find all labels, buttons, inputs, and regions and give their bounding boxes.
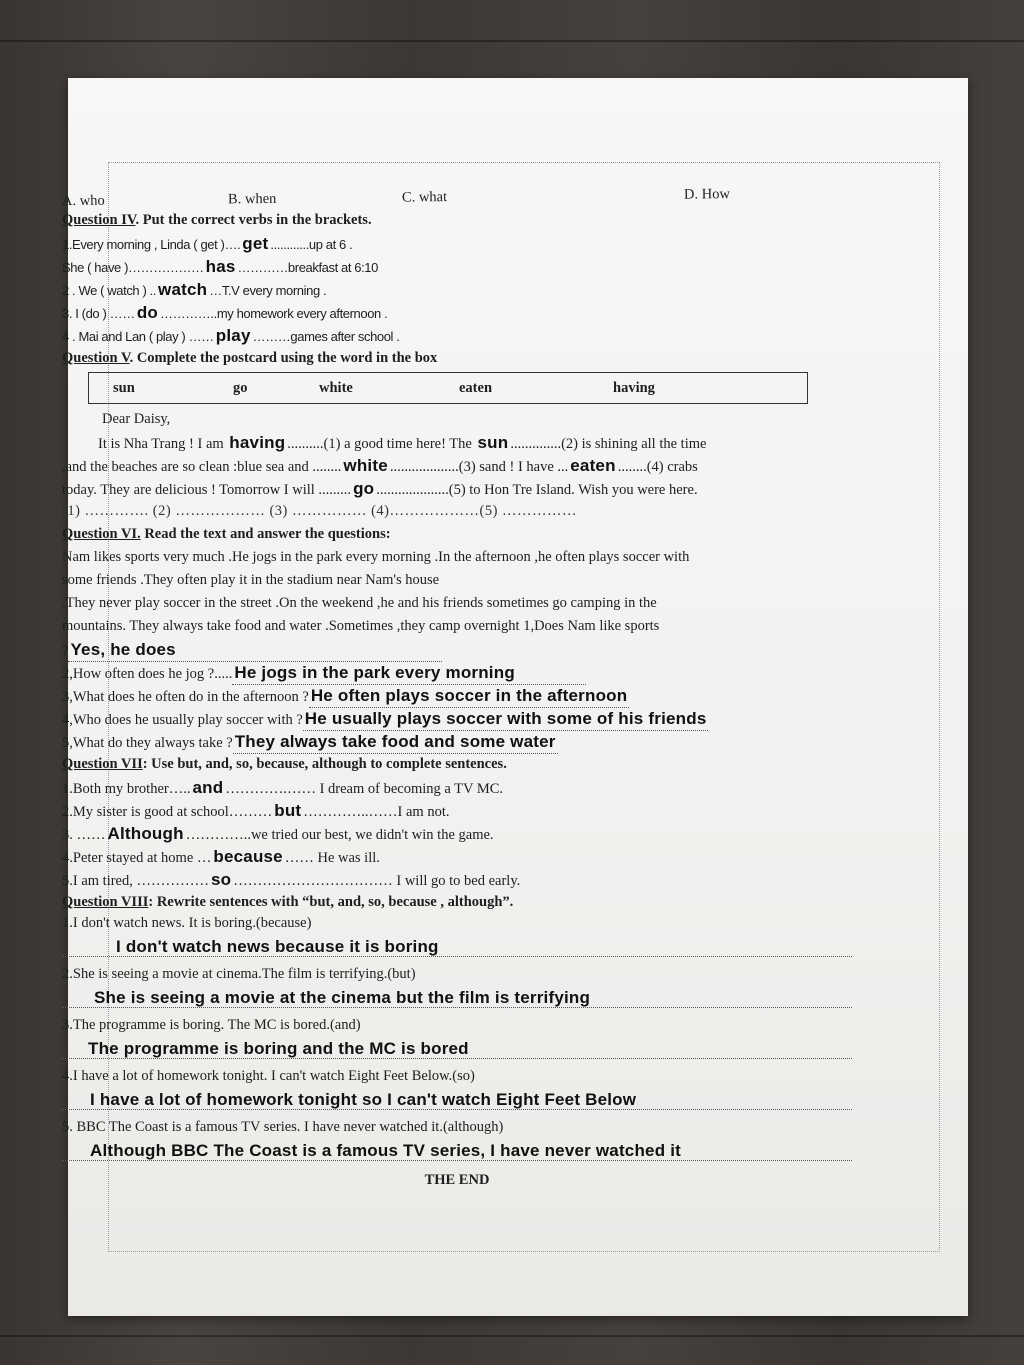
word-box-item: eaten [459,379,493,396]
q4-item [62,278,852,301]
q7-item-text: …………………………… I will go to bed early. [233,873,521,889]
postcard-answer: sun [477,433,509,452]
q4-item-text: 2 . We ( watch ) .. [62,283,157,298]
q7-item [62,799,852,822]
q6-answer: He jogs in the park every morning [232,661,586,685]
q4-item [62,255,852,278]
table-plank-seam [0,1335,1024,1337]
q5-title: Question V [62,350,130,366]
q4-answer: get [242,234,269,253]
word-box-item: go [233,379,248,396]
option-b: B. when [227,190,277,208]
postcard-greeting: Dear Daisy, [102,411,171,427]
q4-item [62,324,852,347]
postcard-text: It is Nha Trang ! I am [98,436,228,452]
q7-item [62,845,852,868]
q4-answer: play [215,326,251,345]
q4-item-text: …T.V every morning . [209,283,327,298]
q4-title: Question IV [62,212,136,228]
worksheet-content [62,104,852,1192]
q8-answer-line [62,932,852,957]
q7-item-text: 2.My sister is good at school……… [62,804,273,820]
q8-heading [62,891,852,914]
postcard-answer: having [229,433,286,452]
q4-answer: watch [158,280,208,299]
q5-instruction: . Complete the postcard using the word in the box [129,350,438,366]
q8-answer: Although BBC The Coast is a famous TV series, I have never watched it [90,1141,681,1160]
q8-answer-line [62,1136,852,1161]
q8-prompt: 5. BBC The Coast is a famous TV series. I have never watched it.(although) [62,1119,504,1135]
option-d: D. How [683,186,730,203]
q8-title: Question VIII [62,894,149,910]
q6-passage-line: some friends .They often play it in the stadium near Nam's house [62,572,440,588]
postcard-line [62,454,852,477]
q6-answer: They always take food and some water [233,730,558,754]
q8-answer-line [62,983,852,1008]
postcard-text: ....................(5) to Hon Tre Island. Wish you were here. [376,482,698,498]
q6-question-text: 3,What does he often do in the afternoon ? [62,689,309,705]
postcard-text: ........(4) crabs [617,459,698,475]
q7-answer: so [211,870,232,889]
q4-item-text: 4 . Mai and Lan ( play ) …… [62,329,214,344]
q6-passage-line: .They never play soccer in the street .On the weekend ,he and his friends sometimes go camping in the [62,595,657,611]
q7-item [62,868,852,891]
q7-title: Question VII [62,756,143,772]
q5-heading [62,347,852,370]
q8-answer: The programme is boring and the MC is bored [88,1039,469,1058]
word-box-item: sun [113,379,135,396]
q6-answer: He often plays soccer in the afternoon [309,684,630,708]
q6-question [62,638,852,661]
q4-item [62,301,852,324]
q4-answer: do [136,303,158,322]
q7-item-text: …………..……I am not. [303,804,450,820]
q4-item-text: …………..my homework every afternoon . [160,306,388,321]
q8-answer: She is seeing a movie at the cinema but the film is terrifying [94,988,591,1007]
q8-answer: I have a lot of homework tonight so I can't watch Eight Feet Below [90,1090,637,1109]
q8-answer: I don't watch news because it is boring [116,937,439,956]
q6-answer: He usually plays soccer with some of his friends [303,707,709,731]
postcard-blanks: (1) …………. (2) ……………… (3) …………… (4)………………(5) …………… [62,503,578,519]
q6-question-text: 2,How often does he jog ?..... [62,666,233,682]
q8-prompt: 1.I don't watch news. It is boring.(because) [62,915,312,931]
postcard-line [62,477,852,500]
q7-item-text: 5.I am tired, …………… [62,873,209,889]
postcard-answer: eaten [570,456,616,475]
q7-item-text: …… He was ill. [284,850,380,866]
postcard-answer: white [343,456,388,475]
q6-question-text: 5,What do they always take ? [62,735,233,751]
postcard-text: ...................(3) sand ! I have ... [389,459,569,475]
q7-item-text: ………….…… I dream of becoming a TV MC. [225,781,504,797]
q6-passage-line: Nam likes sports very much .He jogs in the park every morning .In the afternoon ,he often plays soccer with [62,549,690,565]
q7-heading [62,753,852,776]
q4-item-text: ............up at 6 . [270,237,353,252]
q8-prompt: 4.I have a lot of homework tonight. I can't watch Eight Feet Below.(so) [62,1068,475,1084]
the-end-label: THE END [424,1172,490,1188]
q4-item-text: 3. I (do ) …… [62,306,135,321]
q7-item-text: …………..we tried our best, we didn't win the game. [185,827,494,843]
q6-question-text: ? [62,643,69,659]
q8-answer-line [62,1085,852,1110]
option-a: A. who [61,192,105,210]
postcard-text: ,and the beaches are so clean :blue sea and ........ [62,459,342,475]
q8-prompt: 3.The programme is boring. The MC is bored.(and) [62,1017,361,1033]
word-box [88,372,808,404]
q7-item [62,822,852,845]
table-plank-seam [0,40,1024,42]
q4-instruction: . Put the correct verbs in the brackets. [135,212,372,228]
q4-answer: has [205,257,236,276]
q6-instruction: Read the text and answer the questions: [140,526,391,542]
q4-item-text: …………breakfast at 6:10 [237,260,378,275]
q4-item [62,232,852,255]
q6-question [62,730,852,753]
q7-answer: but [274,801,302,820]
word-box-item: white [319,379,353,396]
q7-answer: because [213,847,283,866]
q8-prompt: 2.She is seeing a movie at cinema.The film is terrifying.(but) [62,966,416,982]
option-c: C. what [401,189,448,206]
q8-instruction: : Rewrite sentences with “but, and, so, because , although”. [148,894,514,910]
postcard-text: ..............(2) is shining all the time [510,436,707,452]
q7-item-text: 3. …… [62,827,106,843]
q6-question [62,661,852,684]
postcard-text: today. They are delicious ! Tomorrow I will ......... [62,482,352,498]
q6-question [62,684,852,707]
word-box-item: having [613,379,655,396]
q7-answer: Although [107,824,184,843]
q7-item [62,776,852,799]
q6-title: Question VI. [62,526,141,542]
postcard-text: ..........(1) a good time here! The [287,436,476,452]
q6-question-text: 4,Who does he usually play soccer with ? [62,712,303,728]
q7-item-text: 1.Both my brother….. [62,781,191,797]
postcard-line [62,431,852,454]
q6-heading [62,523,852,546]
q4-item-text: She ( have )……………… [62,260,204,275]
q7-item-text: 4.Peter stayed at home … [62,850,212,866]
q6-answer: Yes, he does [68,638,442,662]
q7-answer: and [192,778,224,797]
q6-passage-line: mountains. They always take food and water .Sometimes ,they camp overnight 1,Does Nam like sports [62,618,660,634]
postcard-answer: go [353,479,375,498]
q6-question [62,707,852,730]
q4-item-text: 1.Every morning , Linda ( get )…. [62,237,241,252]
q4-heading [62,209,852,232]
q8-answer-line [62,1034,852,1059]
q4-item-text: ………games after school . [252,329,400,344]
q7-instruction: : Use but, and, so, because, although to complete sentences. [142,756,507,772]
